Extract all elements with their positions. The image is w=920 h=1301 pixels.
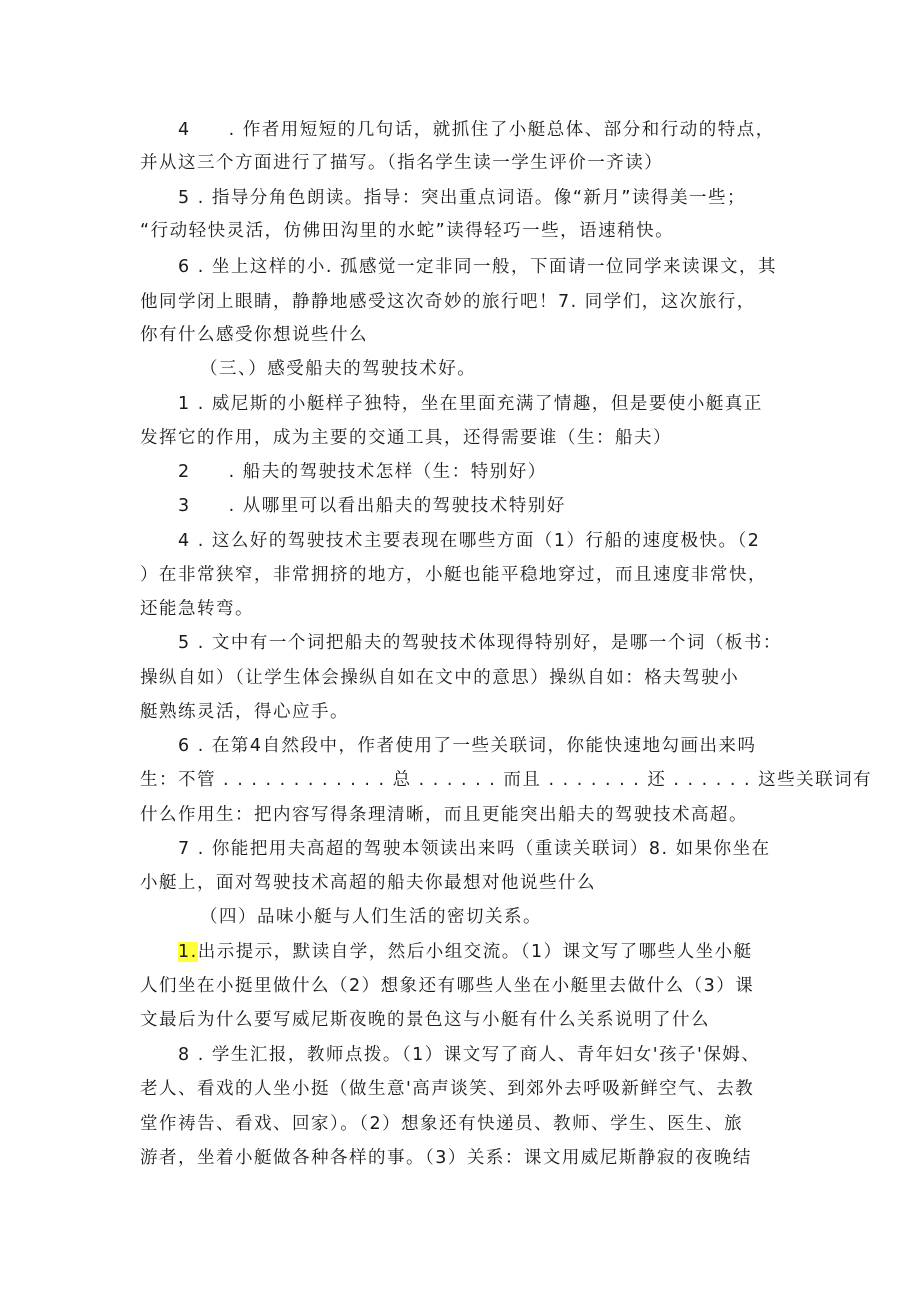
paragraph-line: 还能急转弯。	[140, 599, 254, 619]
paragraph-line: 5 . 文中有一个词把船夫的驾驶技术体现得特别好，是哪一个词（板书：	[178, 633, 782, 653]
paragraph-line: 6 . 坐上这样的小. 孤感觉一定非同一般，下面请一位同学来读课文，其	[178, 257, 777, 277]
paragraph-line: “行动轻快灵活，仿佛田沟里的水蛇”读得轻巧一些，语速稍快。	[140, 221, 675, 241]
paragraph-line: 什么作用生：把内容写得条理清晰，而且更能突出船夫的驾驶技术高超。	[140, 805, 748, 825]
paragraph-line: ）在非常狭窄，非常拥挤的地方，小艇也能平稳地穿过，而且速度非常快，	[140, 565, 767, 585]
paragraph-line: 2 . 船夫的驾驶技术怎样（生：特别好）	[178, 462, 547, 482]
paragraph-line: 并从这三个方面进行了描写。（指名学生读一学生评价一齐读）	[140, 153, 664, 173]
paragraph-line: 8 . 学生汇报，教师点拨。（1）课文写了商人、青年妇女'孩子'保姆、	[178, 1045, 761, 1065]
paragraph-line: 生：不管 . . . . . . . . . . . . 总 . . . . . . 而且 . . . . . . . 还 . . . . . . 这些关联词有	[140, 770, 873, 790]
section-heading: （四）品味小艇与人们生活的密切关系。	[200, 907, 542, 927]
paragraph-line: 4 . 这么好的驾驶技术主要表现在哪些方面（1）行船的速度极快。（2	[178, 531, 761, 551]
paragraph-line: 5 . 指导分角色朗读。指导：突出重点词语。像“新月”读得美一些；	[178, 188, 746, 208]
paragraph-line: 发挥它的作用，成为主要的交通工具，还得需要谁（生：船夫）	[140, 428, 672, 448]
paragraph-line: 堂作祷告、看戏、回家）。（2）想象还有快递员、教师、学生、医生、旅	[140, 1114, 744, 1134]
paragraph-line: 艇熟练灵活，得心应手。	[140, 702, 349, 722]
section-heading: （三、）感受船夫的驾驶技术好。	[200, 359, 477, 379]
paragraph-line	[178, 940, 753, 964]
paragraph-line: 游者，坐着小艇做各种各样的事。（3）关系：课文用威尼斯静寂的夜晚结	[140, 1148, 752, 1168]
paragraph-line: 1 . 威尼斯的小艇样子独特，坐在里面充满了情趣，但是要使小艇真正	[178, 394, 763, 414]
paragraph-line: 小艇上，面对驾驶技术高超的船夫你最想对他说些什么	[140, 873, 596, 893]
paragraph-line: 4 . 作者用短短的几句话，就抓住了小艇总体、部分和行动的特点，	[178, 120, 775, 140]
paragraph-line: 老人、看戏的人坐小挺（做生意'高声谈笑、到郊外去呼吸新鲜空气、去教	[140, 1079, 755, 1099]
paragraph-line: 文最后为什么要写威尼斯夜晚的景色这与小艇有什么关系说明了什么	[140, 1010, 710, 1030]
highlighted-number: 1.	[178, 942, 198, 962]
paragraph-line: 7 . 你能把用夫高超的驾驶本领读出来吗（重读关联词）8. 如果你坐在	[178, 839, 771, 859]
paragraph-line: 6 . 在第4自然段中，作者使用了一些关联词，你能快速地勾画出来吗	[178, 736, 757, 756]
paragraph-text: 出示提示，默读自学，然后小组交流。（1）课文写了哪些人坐小艇	[197, 942, 753, 962]
paragraph-line: 3 . 从哪里可以看出船夫的驾驶技术特别好	[178, 496, 566, 516]
paragraph-line: 人们坐在小挺里做什么（2）想象还有哪些人坐在小艇里去做什么（3）课	[140, 976, 755, 996]
paragraph-line: 操纵自如）（让学生体会操纵自如在文中的意思）操纵自如：格夫驾驶小	[140, 668, 740, 688]
paragraph-line: 他同学闭上眼睛，静静地感受这次奇妙的旅行吧！7. 同学们，这次旅行，	[140, 292, 756, 312]
paragraph-line: 你有什么感受你想说些什么	[140, 325, 368, 345]
